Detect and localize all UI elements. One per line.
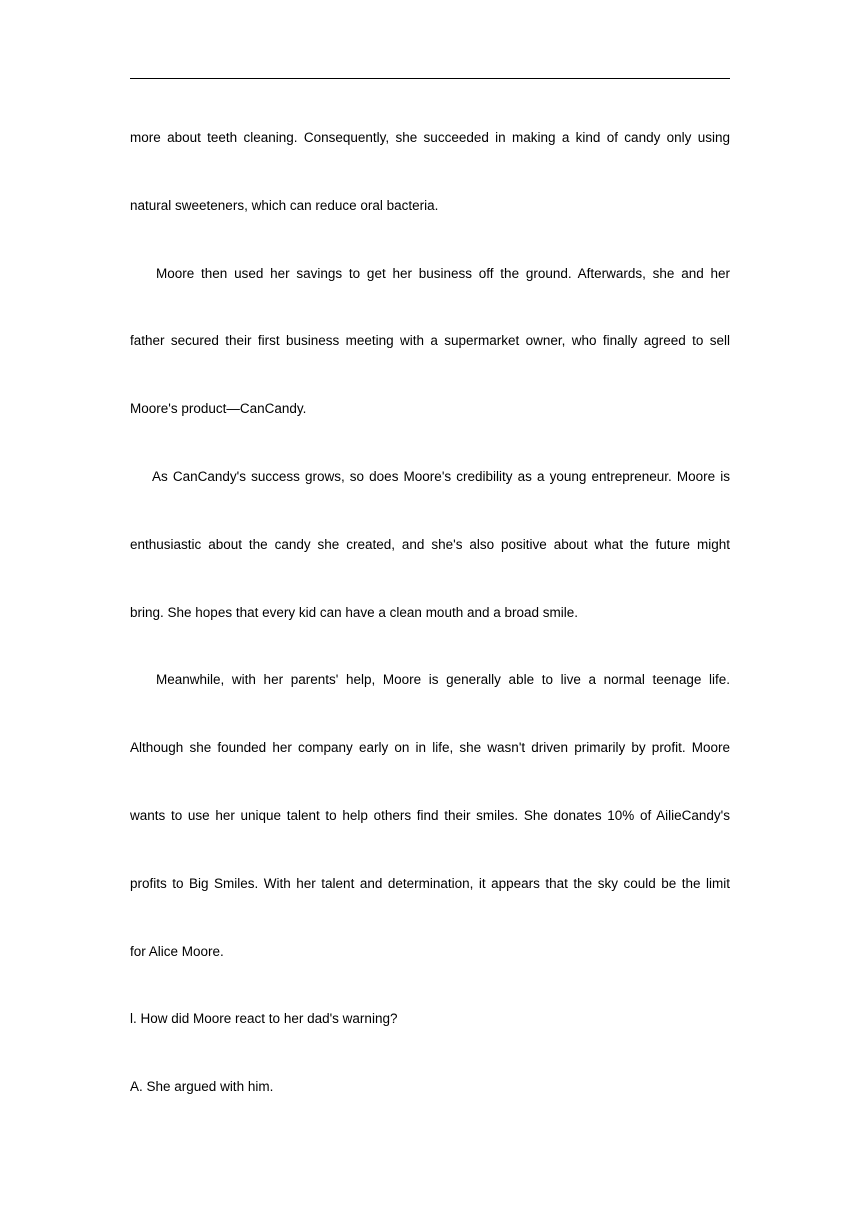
text-line-4: father secured their first business meeting with a supermarket owner, who finally agreed to sell: [130, 333, 730, 349]
text-line-2: natural sweeteners, which can reduce oral bacteria.: [130, 197, 439, 213]
header-rule: [130, 78, 730, 79]
text-line-5: Moore's product—CanCandy.: [130, 401, 307, 417]
text-line-7: enthusiastic about the candy she created, and she's also positive about what the future might: [130, 536, 730, 552]
answer-option-a: A. She argued with him.: [130, 1079, 274, 1095]
text-line-12: profits to Big Smiles. With her talent and determination, it appears that the sky could be the limit: [130, 875, 730, 891]
text-line-10: Although she founded her company early on in life, she wasn't driven primarily by profit. Moore: [130, 740, 730, 756]
question-text: l. How did Moore react to her dad's warning?: [130, 1011, 398, 1027]
document-body: [130, 104, 730, 1121]
text-line-8: bring. She hopes that every kid can have a clean mouth and a broad smile.: [130, 604, 579, 620]
text-line-3: Moore then used her savings to get her business off the ground. Afterwards, she and her: [156, 265, 730, 281]
text-line-9: Meanwhile, with her parents' help, Moore is generally able to live a normal teenage life.: [156, 672, 730, 688]
text-line-11: wants to use her unique talent to help others find their smiles. She donates 10% of AilieCandy's: [130, 807, 730, 823]
text-line-6: As CanCandy's success grows, so does Moore's credibility as a young entrepreneur. Moore is: [152, 468, 730, 484]
text-line-13: for Alice Moore.: [130, 943, 224, 959]
text-line-1: more about teeth cleaning. Consequently, she succeeded in making a kind of candy only using: [130, 130, 730, 145]
